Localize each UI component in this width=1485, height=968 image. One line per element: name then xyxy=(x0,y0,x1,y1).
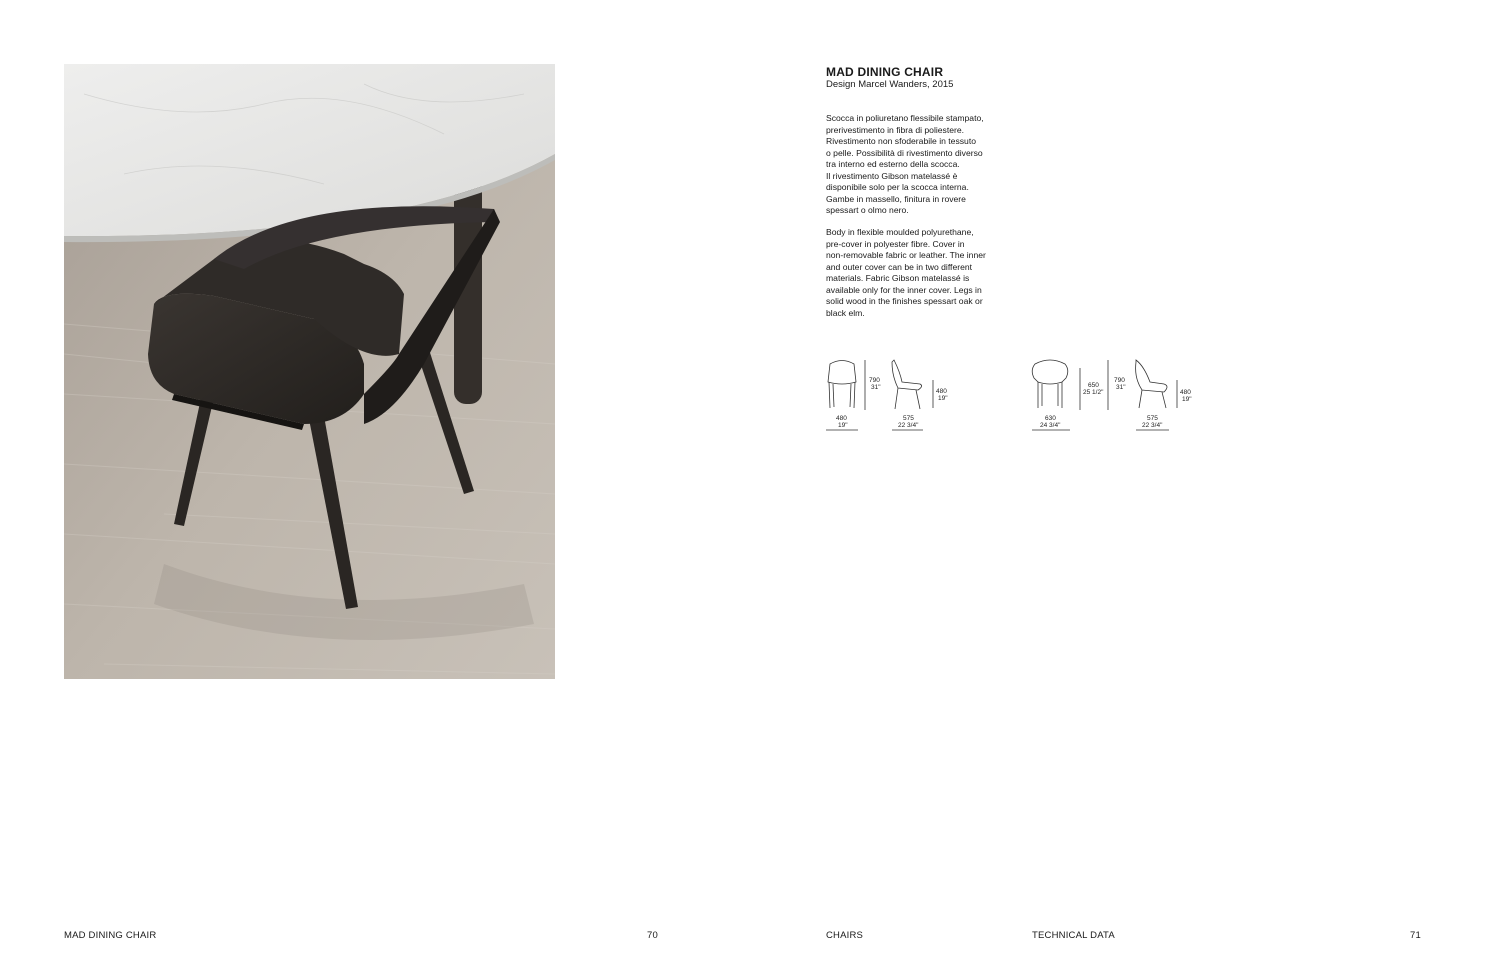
description-line: spessart o olmo nero. xyxy=(826,205,909,215)
description-line: Scocca in poliuretano flessibile stampato, xyxy=(826,113,984,123)
description-line: non-removable fabric or leather. The inner xyxy=(826,250,986,260)
description-line: solid wood in the finishes spessart oak or xyxy=(826,296,983,306)
armchair-arm-height-mm: 650 xyxy=(1088,382,1099,389)
armchair-seat-height-in: 19" xyxy=(1182,396,1192,403)
chair-front-icon xyxy=(828,361,856,409)
description-line: Il rivestimento Gibson matelassé è xyxy=(826,170,958,181)
armchair-depth-in: 22 3/4" xyxy=(1142,422,1163,429)
page-number-left: 70 xyxy=(647,930,658,941)
dimension-drawings xyxy=(820,352,1210,438)
footer-section: TECHNICAL DATA xyxy=(1032,930,1115,941)
armchair-arm-height-in: 25 1/2" xyxy=(1083,389,1104,396)
armchair-width-in: 24 3/4" xyxy=(1040,422,1061,429)
chair-seat-height-mm: 480 xyxy=(936,388,947,395)
footer-category: CHAIRS xyxy=(826,930,864,941)
description-line: tra interno ed esterno della scocca. xyxy=(826,159,960,169)
description-line: Rivestimento non sfoderabile in tessuto xyxy=(826,136,976,146)
product-designer: Design Marcel Wanders, 2015 xyxy=(826,79,954,90)
footer-left-section: MAD DINING CHAIR xyxy=(64,930,157,941)
product-photo xyxy=(64,64,555,679)
description-line: pre-cover in polyester fibre. Cover in xyxy=(826,238,965,249)
description-line: black elm. xyxy=(826,307,865,318)
chair-width-mm: 480 xyxy=(836,415,847,422)
chair-side-icon xyxy=(892,360,922,409)
chair-seat-height-in: 19" xyxy=(938,395,948,402)
chair-photo-illustration xyxy=(64,64,555,679)
product-title: MAD DINING CHAIR xyxy=(826,65,944,79)
chair-height-in: 31" xyxy=(871,384,881,391)
description-italian xyxy=(826,113,1006,217)
armchair-front-icon xyxy=(1032,360,1068,408)
description-english xyxy=(826,227,1006,319)
chair-depth-in: 22 3/4" xyxy=(898,422,919,429)
armchair-depth-mm: 575 xyxy=(1147,415,1158,422)
armchair-height-in: 31" xyxy=(1116,384,1126,391)
armchair-side-icon xyxy=(1136,360,1167,408)
chair-width-in: 19" xyxy=(838,422,848,429)
description-line: materials. Fabric Gibson matelassé is xyxy=(826,273,970,283)
description-line: available only for the inner cover. Legs in xyxy=(826,284,982,295)
armchair-seat-height-mm: 480 xyxy=(1180,389,1191,396)
description-line: disponibile solo per la scocca interna. xyxy=(826,182,969,192)
description-line: and outer cover can be in two different xyxy=(826,261,973,272)
armchair-width-mm: 630 xyxy=(1045,415,1056,422)
description-line: o pelle. Possibilità di rivestimento diverso xyxy=(826,147,983,158)
description-line: Gambe in massello, finitura in rovere xyxy=(826,193,966,204)
chair-height-mm: 790 xyxy=(869,377,880,384)
chair-depth-mm: 575 xyxy=(903,415,914,422)
page-number-right: 71 xyxy=(1410,930,1421,941)
description-line: Body in flexible moulded polyurethane, xyxy=(826,227,974,237)
description-line: prerivestimento in fibra di poliestere. xyxy=(826,124,965,135)
armchair-height-mm: 790 xyxy=(1114,377,1125,384)
